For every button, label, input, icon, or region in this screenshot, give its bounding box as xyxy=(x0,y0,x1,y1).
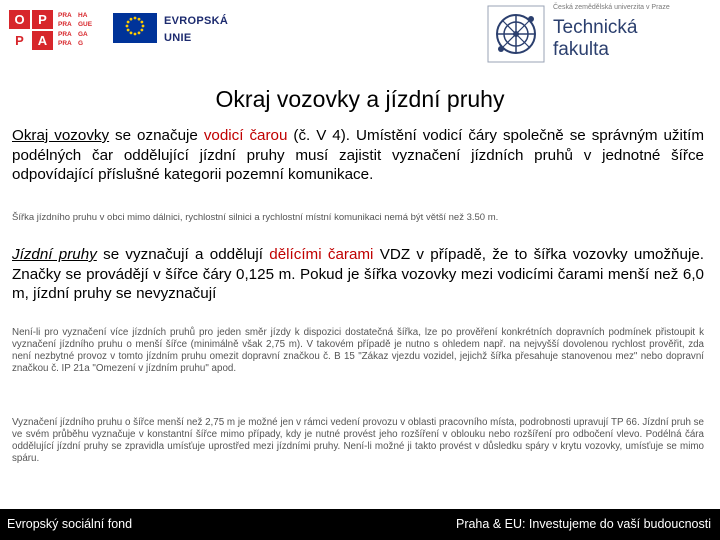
opp-logo-letter: A xyxy=(32,31,53,50)
faculty-logo-icon xyxy=(486,4,546,64)
praha-logo-text: PRA xyxy=(58,30,72,38)
eu-flag-icon xyxy=(113,13,157,43)
praha-logo-text: PRA xyxy=(58,12,72,19)
paragraph-narrow-lanes: Není-li pro vyznačení více jízdních pruhů pro jeden směr jízdy k dispozici dostatečná šířka, lze po prověření konkrétních dopravních podmínek přistoupit k vyznačení jízdního pruhu o menší šířce (minimálně však 2,75 m). V takovém případě je nutno s ohledem např. na nejvyšší dovolenou rychlost prověřit, zda není nezbytné provoz v tomto jízdním pruhu omezit dopravní značkou č. B 15 "Zákaz vjezdu vozidel, jejichž šířka přesahuje stanovenou mez" nebo dopravní značkou č. IP 21a "Omezení v jízdním pruhu" apod. xyxy=(12,327,704,374)
eu-text-line: EVROPSKÁ xyxy=(164,15,229,27)
faculty-name-line: Technická xyxy=(553,17,638,38)
praha-logo-text: PRA xyxy=(58,21,72,29)
text-fragment: (č. V 4). Umístění vodicí čáry společně se správným užitím podélných čar oddělující jízdní pruhy musí zajistit vyznačení jízdních pruhů v jednotné šířce odpovídající příslušné kategorii pozemní komunikace. xyxy=(12,127,704,183)
eu-text-line: UNIE xyxy=(164,32,192,44)
praha-logo-text: GA xyxy=(78,30,88,38)
paragraph-lane-width: Šířka jízdního pruhu v obci mimo dálnici, rychlostní silnici a rychlostní místní komunikaci nemá být větší než 3.50 m. xyxy=(12,212,499,223)
footer-right-text: Praha & EU: Investujeme do vaší budoucnosti xyxy=(455,517,711,531)
text-fragment: se vyznačují a oddělují xyxy=(96,246,270,263)
paragraph-narrow-lane-marking: Vyznačení jízdního pruhu o šířce menší než 2,75 m je možné jen v rámci vedení provozu v oblasti pracovního místa, podrobnosti upravují TP 66. Jízdní pruh se ve svém průběhu vyznačuje v konstantní šířce mimo případy, kdy je nutné provést jeho rozšíření v oblouku nebo rozšíření pro odbočení vlevo. Podélná čára oddělující jízdní pruhy se zpravidla umísťuje uprostřed mezi jízdními pruhy. Není-li možné ji takto provést v důsledku spáry v krytu vozovky, umísťuje se mimo spáru. xyxy=(12,417,704,464)
opp-logo-letter: O xyxy=(9,10,30,29)
praha-logo-text: GUE xyxy=(78,21,93,29)
text-fragment: VDZ v případě, že to šířka vozovky umožňuje. Značky se provádějí v šířce čáry 0,125 m. Pokud je šířka vozovky mezi vodicími čarami menší než 6,0 m, jízdní pruhy se nevyznačují xyxy=(12,246,704,302)
paragraph-lanes xyxy=(12,245,704,304)
eu-logo-text xyxy=(164,13,228,47)
faculty-name-line: fakulta xyxy=(553,39,609,60)
praha-logo-text: PRA xyxy=(58,39,72,47)
opp-logo xyxy=(9,10,53,50)
footer-left-text: Evropský sociální fond xyxy=(7,517,133,531)
highlight-dividing-lines: dělícími čarami xyxy=(269,246,374,263)
opp-logo-letter: P xyxy=(32,10,53,29)
faculty-name xyxy=(553,17,638,61)
footer-bar xyxy=(0,509,720,540)
paragraph-road-edge xyxy=(12,126,704,185)
praha-logo xyxy=(58,12,96,48)
praha-logo-text: HA xyxy=(78,12,88,19)
page-title: Okraj vozovky a jízdní pruhy xyxy=(215,86,505,112)
term-road-edge: Okraj vozovky xyxy=(12,127,110,144)
term-lanes: Jízdní pruhy xyxy=(12,246,97,263)
highlight-guide-line: vodicí čarou xyxy=(203,127,288,144)
text-fragment: se označuje xyxy=(109,127,204,144)
opp-logo-letter: P xyxy=(9,31,30,50)
faculty-university-name: Česká zemědělská univerzita v Praze xyxy=(553,4,670,11)
praha-logo-text: G xyxy=(78,39,84,47)
